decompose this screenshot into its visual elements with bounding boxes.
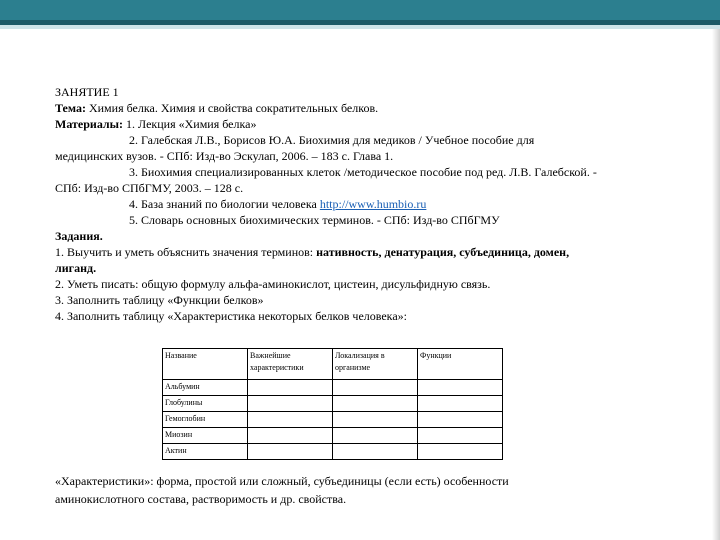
humbio-link[interactable]: http://www.humbio.ru — [319, 197, 427, 211]
materials-label: Материалы: — [55, 117, 124, 131]
table-cell — [248, 428, 333, 444]
materials-item-4 — [55, 196, 670, 212]
table-cell — [248, 396, 333, 412]
materials-line — [55, 116, 670, 132]
topic-label: Тема: — [55, 101, 86, 115]
task-2: 2. Уметь писать: общую формулу альфа-аминокислот, цистеин, дисульфидную связь. — [55, 277, 491, 291]
materials-item-3-line2: СПб: Изд-во СПбГМУ, 2003. – 128 с. — [55, 181, 244, 195]
table-cell — [418, 444, 503, 460]
table-cell — [418, 412, 503, 428]
task-1-terms-cont: лиганд. — [55, 261, 97, 275]
protein-characteristics-table — [162, 348, 503, 460]
table-cell — [333, 380, 418, 396]
row-name: Гемоглобин — [163, 412, 248, 428]
slide-top-bar-highlight — [0, 25, 720, 29]
table-cell — [248, 444, 333, 460]
note-line-1: «Характеристики»: форма, простой или сложный, субъединицы (если есть) особенности — [55, 474, 509, 488]
tasks-label: Задания. — [55, 229, 103, 243]
task-3: 3. Заполнить таблицу «Функции белков» — [55, 293, 264, 307]
table-cell — [248, 412, 333, 428]
task-1-text: 1. Выучить и уметь объяснить значения терминов: — [55, 245, 317, 259]
table-row — [163, 396, 503, 412]
table-cell — [333, 396, 418, 412]
row-name: Альбумин — [163, 380, 248, 396]
materials-item-2-line1: 2. Галебская Л.В., Борисов Ю.А. Биохимия для медиков / Учебное пособие для — [129, 133, 535, 147]
materials-item-4-text: 4. База знаний по биологии человека — [129, 197, 320, 211]
lesson-heading: ЗАНЯТИЕ 1 — [55, 85, 119, 99]
materials-item-1: 1. Лекция «Химия белка» — [123, 117, 257, 131]
materials-item-3-line1: 3. Биохимия специализированных клеток /методическое пособие под ред. Л.В. Галебской. - — [129, 165, 597, 179]
task-4: 4. Заполнить таблицу «Характеристика некоторых белков человека»: — [55, 309, 407, 323]
task-1 — [55, 244, 670, 260]
row-name: Актин — [163, 444, 248, 460]
characteristics-note — [55, 472, 675, 508]
task-1-terms: нативность, денатурация, субъединица, домен, — [316, 245, 570, 259]
materials-item-5: 5. Словарь основных биохимических терминов. - СПб: Изд-во СПбГМУ — [129, 213, 500, 227]
lesson-text — [55, 84, 670, 324]
header-functions: Функции — [418, 349, 503, 380]
note-line-2: аминокислотного состава, растворимость и др. свойства. — [55, 492, 347, 506]
table-cell — [333, 444, 418, 460]
slide-top-bar — [0, 0, 720, 20]
table-cell — [333, 412, 418, 428]
slide-right-shadow — [712, 29, 720, 540]
table-row — [163, 428, 503, 444]
table-row — [163, 444, 503, 460]
table-row — [163, 412, 503, 428]
topic-line — [55, 100, 670, 116]
table-cell — [418, 380, 503, 396]
header-characteristics: Важнейшие характеристики — [248, 349, 333, 380]
table-header-row — [163, 349, 503, 380]
table-row — [163, 380, 503, 396]
row-name: Миозин — [163, 428, 248, 444]
table-cell — [333, 428, 418, 444]
materials-item-2-line2: медицинских вузов. - СПб: Изд-во Эскулап, 2006. – 183 с. Глава 1. — [55, 149, 394, 163]
table-cell — [418, 428, 503, 444]
table-cell — [248, 380, 333, 396]
topic-text: Химия белка. Химия и свойства сократительных белков. — [85, 101, 379, 115]
row-name: Глобулины — [163, 396, 248, 412]
table-cell — [418, 396, 503, 412]
header-name: Название — [163, 349, 248, 380]
header-localization: Локализация в организме — [333, 349, 418, 380]
